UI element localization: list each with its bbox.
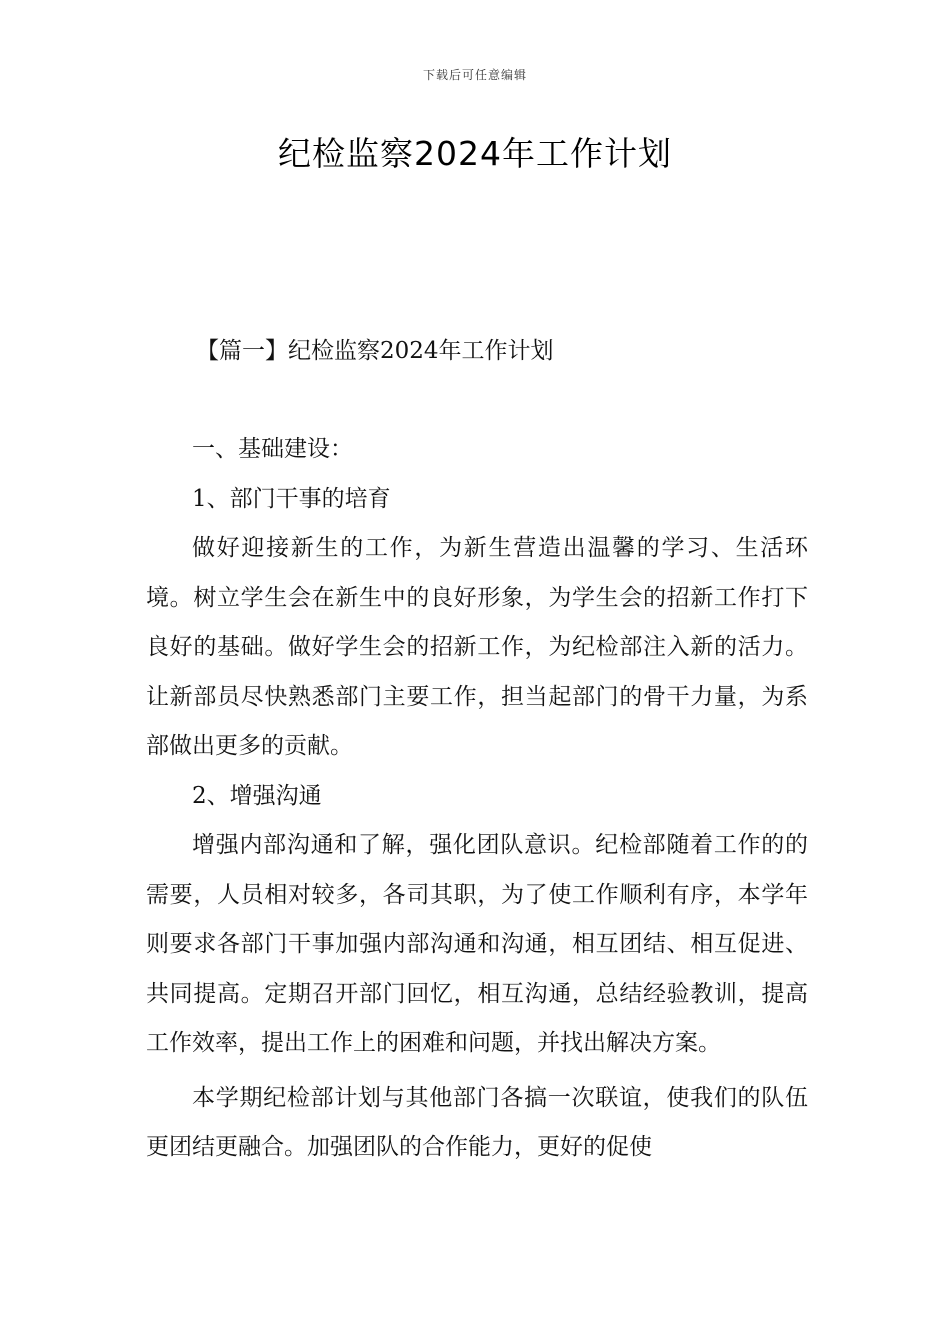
paragraph-subheading-2: 2、增强沟通 [192, 782, 322, 809]
paragraph-body-2: 增强内部沟通和了解，强化团队意识。纪检部随着工作的的需要，人员相对较多，各司其职，为了使工作顺利有序，本学年则要求各部门干事加强内部沟通和沟通，相互团结、相互促进、共同提高。定期召开部门回忆，相互沟通，总结经验教训，提高工作效率，提出工作上的困难和问题，并找出解决方案。 [146, 832, 808, 1056]
paragraph-subheading-1: 1、部门干事的培育 [192, 485, 391, 512]
paragraph-body-3: 本学期纪检部计划与其他部门各搞一次联谊，使我们的队伍更团结更融合。加强团队的合作能力，更好的促使 [146, 1084, 808, 1160]
header-note: 下载后可任意编辑 [422, 68, 527, 82]
document-body [146, 425, 808, 1173]
document-title: 纪检监察2024年工作计划 [278, 134, 672, 173]
paragraph-heading-basic: 一、基础建设： [192, 436, 353, 462]
paragraph-body-1: 做好迎接新生的工作，为新生营造出温馨的学习、生活环境。树立学生会在新生中的良好形象，为学生会的招新工作打下良好的基础。做好学生会的招新工作，为纪检部注入新的活力。让新部员尽快熟悉部门主要工作，担当起部门的骨干力量，为系部做出更多的贡献。 [146, 535, 808, 759]
section-title: 【篇一】纪检监察2024年工作计划 [196, 338, 554, 364]
